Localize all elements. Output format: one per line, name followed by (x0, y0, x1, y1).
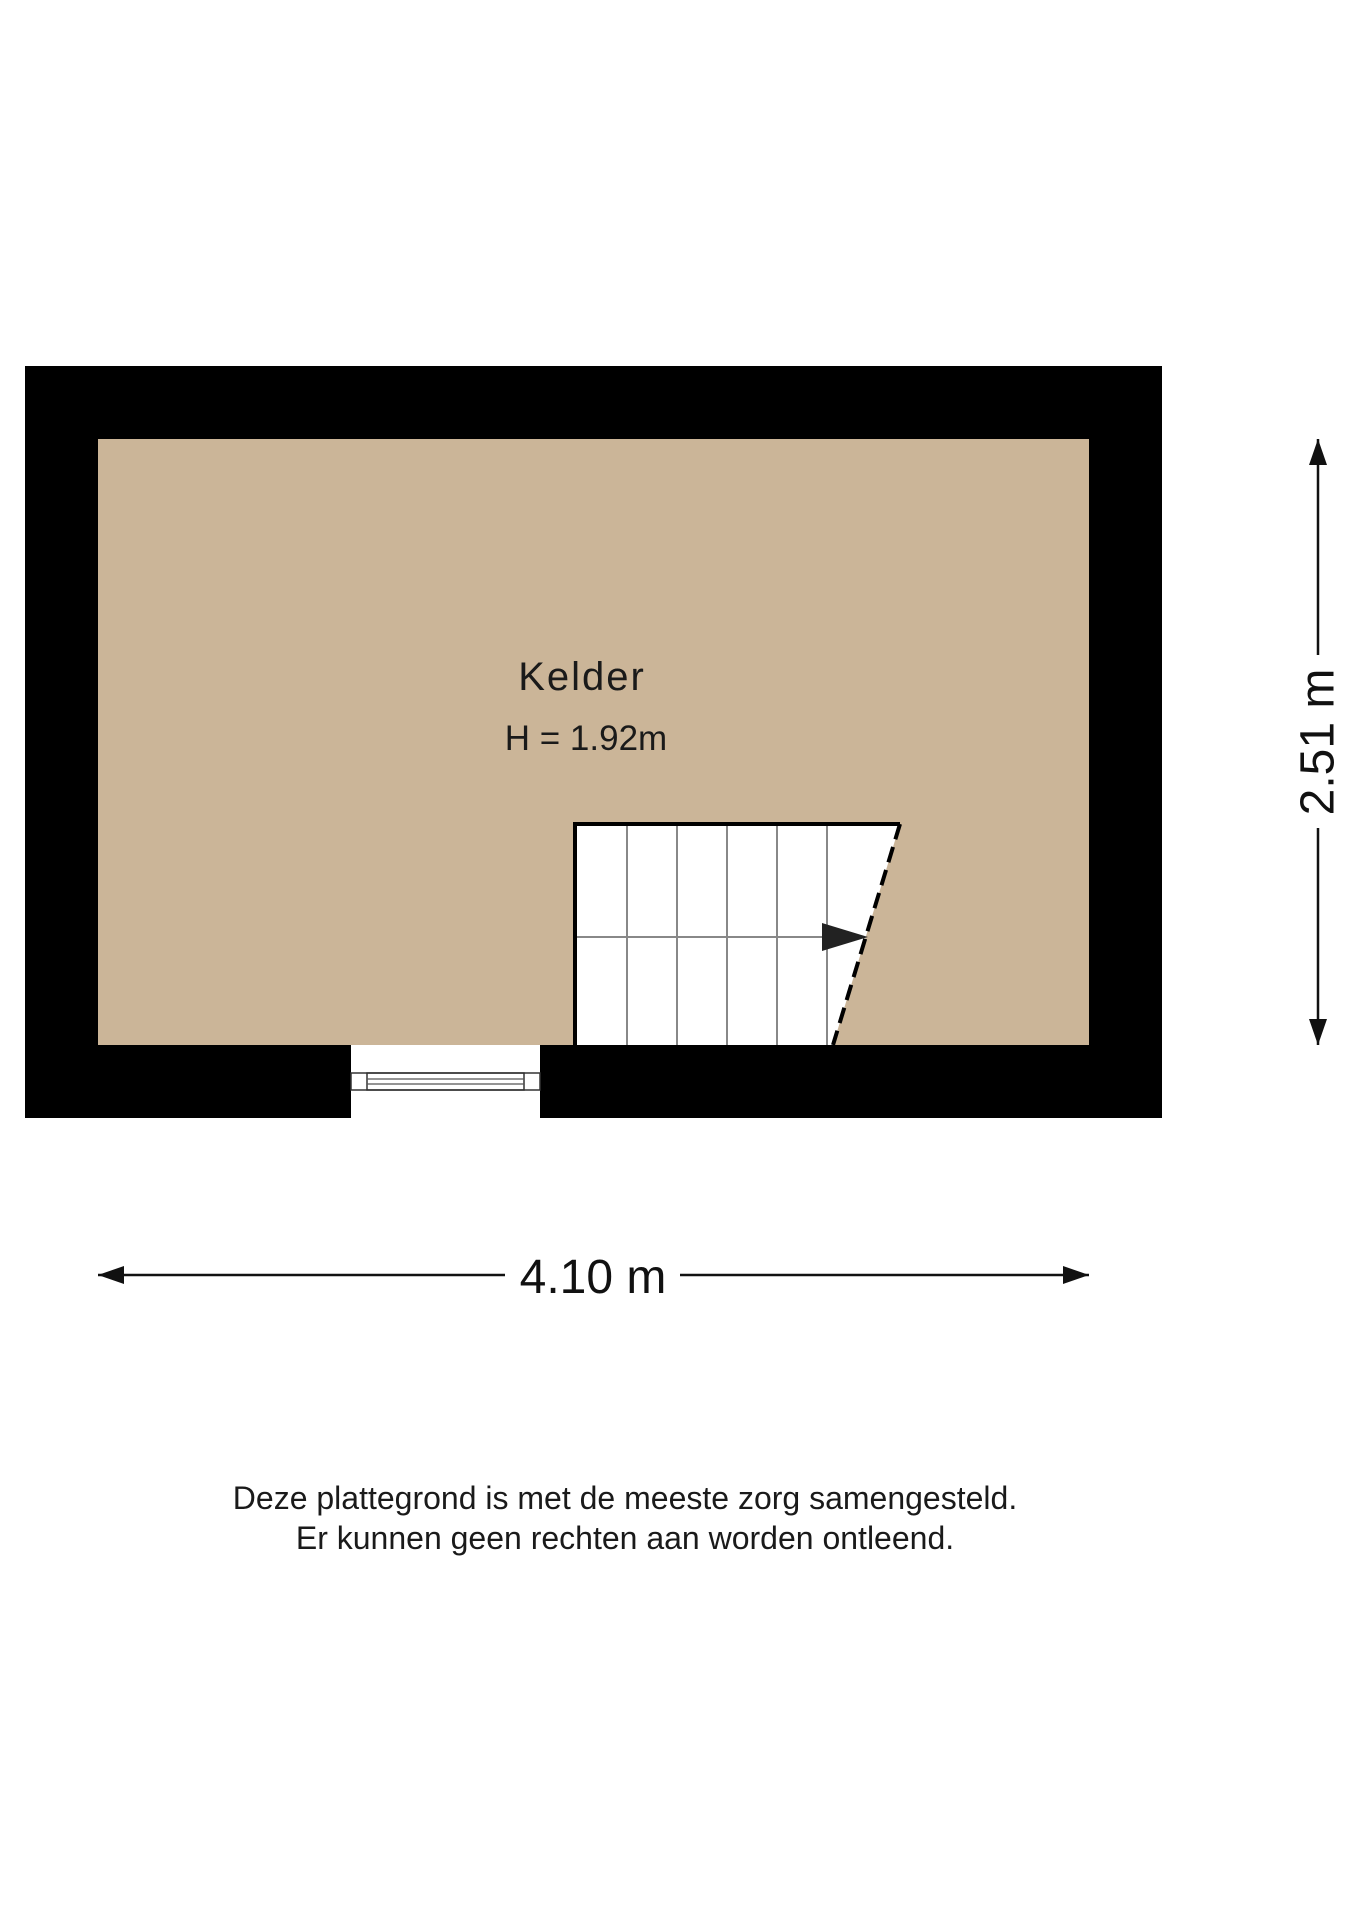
depth-label: 2.51 m (1291, 668, 1345, 816)
disclaimer-line-2: Er kunnen geen rechten aan worden ontleend. (295, 1520, 955, 1556)
wall-top (25, 366, 1162, 439)
room-name: Kelder (518, 655, 646, 699)
width-label: 4.10 m (519, 1251, 667, 1304)
wall-bottom-left (25, 1045, 350, 1118)
depth-dimension (1292, 439, 1345, 1045)
width-dimension (98, 1251, 1089, 1304)
wall-left (25, 366, 98, 1118)
wall-right (1089, 366, 1162, 1118)
room-height: H = 1.92m (504, 719, 668, 758)
window (350, 1045, 541, 1118)
disclaimer-line-1: Deze plattegrond is met de meeste zorg samengesteld. (232, 1480, 1018, 1516)
wall-bottom-right (541, 1045, 1162, 1118)
